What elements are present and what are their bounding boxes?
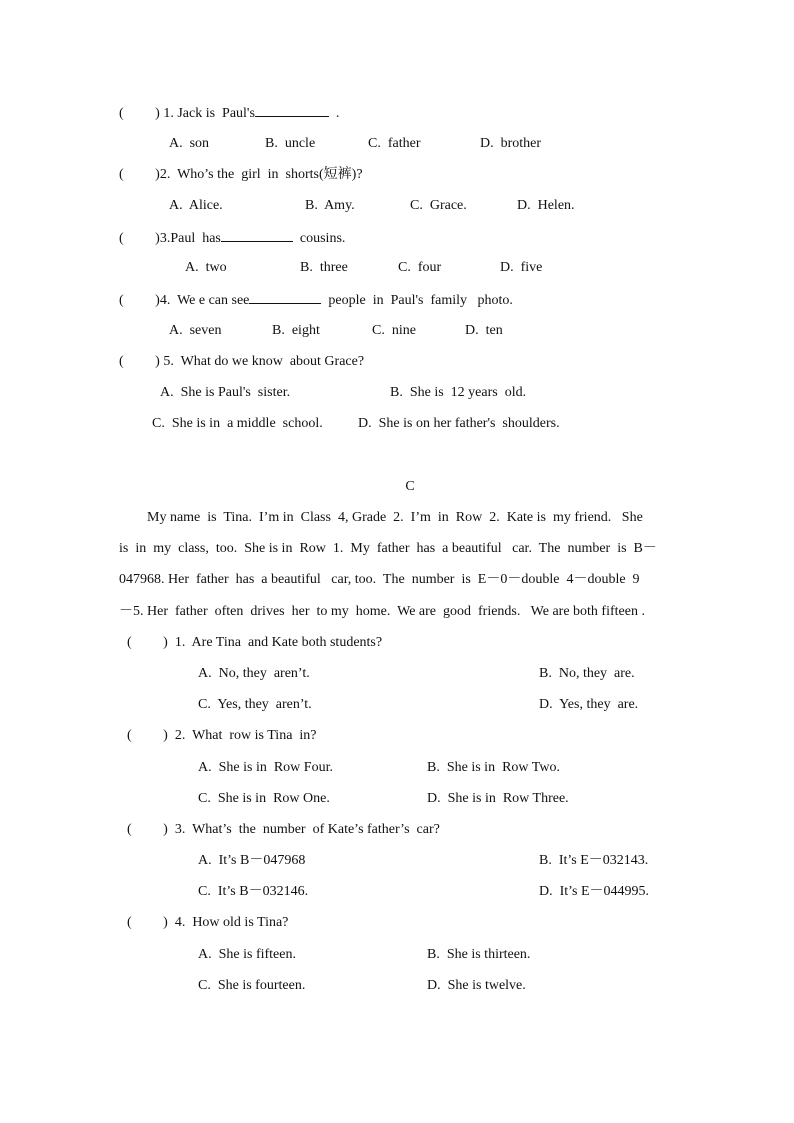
option-a: A. Alice. bbox=[169, 198, 223, 213]
answer-blank[interactable] bbox=[255, 104, 329, 117]
option-a: A. She is in Row Four. bbox=[198, 760, 333, 775]
question-b1-pre: ( ) 1. Jack is Paul's bbox=[119, 106, 255, 121]
option-a: A. It’s B－047968 bbox=[198, 853, 306, 868]
option-d: D. She is twelve. bbox=[427, 978, 526, 993]
question-b4-post: people in Paul's family photo. bbox=[321, 293, 513, 308]
question-b3-post: cousins. bbox=[292, 231, 346, 246]
option-a: A. two bbox=[185, 260, 227, 275]
question-c1: ( ) 1. Are Tina and Kate both students? bbox=[127, 635, 383, 650]
question-b2: ( )2. Who’s the girl in shorts(短裤)? bbox=[119, 167, 363, 182]
section-heading: C bbox=[405, 479, 415, 494]
option-d: D. five bbox=[500, 260, 543, 275]
answer-blank[interactable] bbox=[249, 291, 321, 304]
option-a: A. son bbox=[169, 136, 210, 151]
option-b: B. Amy. bbox=[305, 198, 355, 213]
question-b3-pre: ( )3.Paul has bbox=[119, 231, 221, 246]
option-c: C. She is in Row One. bbox=[198, 791, 330, 806]
question-c3: ( ) 3. What’s the number of Kate’s father’s car? bbox=[127, 822, 440, 837]
option-a: A. No, they aren’t. bbox=[198, 666, 310, 681]
option-c: C. nine bbox=[372, 323, 416, 338]
question-b3 bbox=[119, 229, 345, 248]
option-c: C. It’s B－032146. bbox=[198, 884, 309, 899]
option-a: A. She is fifteen. bbox=[198, 947, 296, 962]
question-b4 bbox=[119, 291, 513, 310]
option-b: B. uncle bbox=[265, 136, 316, 151]
option-d: D. brother bbox=[480, 136, 542, 151]
question-b1 bbox=[119, 104, 339, 123]
option-b: B. It’s E－032143. bbox=[539, 853, 649, 868]
option-c: C. Grace. bbox=[410, 198, 467, 213]
option-d: D. It’s E－044995. bbox=[539, 884, 650, 899]
question-b1-post: . bbox=[328, 106, 340, 121]
question-b5: ( ) 5. What do we know about Grace? bbox=[119, 354, 365, 369]
question-b4-pre: ( )4. We e can see bbox=[119, 293, 250, 308]
passage-line: －5. Her father often drives her to my home. We are good friends. We are both fifteen . bbox=[119, 604, 645, 619]
option-b: B. She is in Row Two. bbox=[427, 760, 560, 775]
passage-line: My name is Tina. I’m in Class 4, Grade 2. I’m in Row 2. Kate is my friend. She bbox=[147, 510, 643, 525]
option-b: B. three bbox=[300, 260, 348, 275]
option-d: D. She is on her father's shoulders. bbox=[358, 416, 560, 431]
option-c: C. Yes, they aren’t. bbox=[198, 697, 312, 712]
question-c4: ( ) 4. How old is Tina? bbox=[127, 915, 289, 930]
option-d: D. Yes, they are. bbox=[539, 697, 639, 712]
answer-blank[interactable] bbox=[221, 229, 293, 242]
option-d: D. Helen. bbox=[517, 198, 575, 213]
option-c: C. four bbox=[398, 260, 442, 275]
option-d: D. She is in Row Three. bbox=[427, 791, 569, 806]
question-c2: ( ) 2. What row is Tina in? bbox=[127, 728, 317, 743]
option-c: C. She is fourteen. bbox=[198, 978, 306, 993]
option-c: C. She is in a middle school. bbox=[152, 416, 323, 431]
passage-line: is in my class, too. She is in Row 1. My father has a beautiful car. The number is B－ bbox=[119, 541, 657, 556]
option-d: D. ten bbox=[465, 323, 503, 338]
option-a: A. seven bbox=[169, 323, 222, 338]
option-c: C. father bbox=[368, 136, 421, 151]
option-b: B. No, they are. bbox=[539, 666, 635, 681]
option-a: A. She is Paul's sister. bbox=[160, 385, 291, 400]
passage-line: 047968. Her father has a beautiful car, too. The number is E－0－double 4－double 9 bbox=[119, 572, 640, 587]
option-b: B. She is 12 years old. bbox=[390, 385, 527, 400]
option-b: B. She is thirteen. bbox=[427, 947, 531, 962]
option-b: B. eight bbox=[272, 323, 320, 338]
